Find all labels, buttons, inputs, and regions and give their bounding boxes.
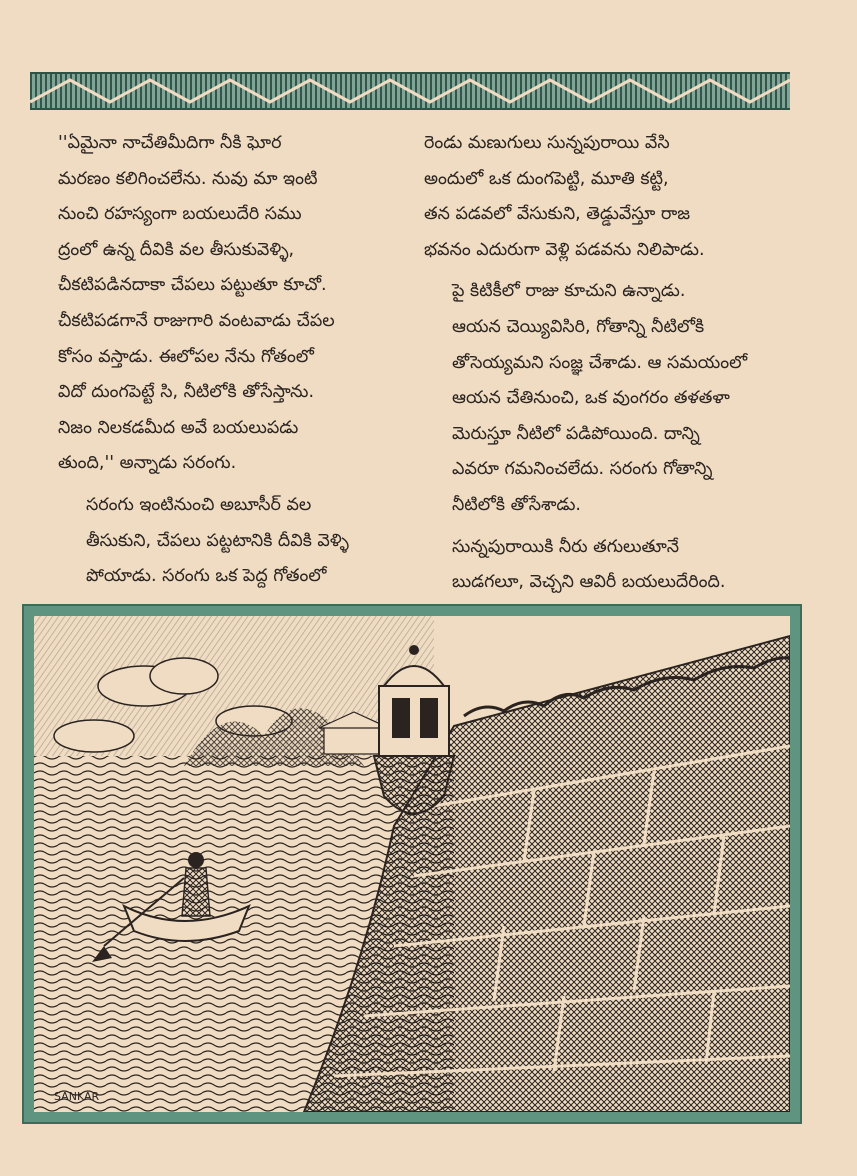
paragraph (424, 274, 796, 523)
left-text-column (58, 126, 430, 595)
text-line: ఆయన చేతినుంచి, ఒక వుంగరం తళతళా (452, 388, 730, 409)
text-line: మరణం కలిగించలేను. నువు మా ఇంటి (58, 168, 318, 189)
text-line: ''ఏమైనా నాచేతిమీదిగా నీకి ఘోర (58, 133, 282, 153)
text-line: ఆయన చెయ్యివిసిరి, గోతాన్ని నీటిలోకి (452, 316, 705, 337)
text-line: భవనం ఎదురుగా వెళ్లి పడవను నిలిపాడు. (424, 239, 705, 260)
text-line: మెరుస్తూ నీటిలో పడిపోయింది. దాన్ని (452, 423, 700, 444)
text-line: సున్నపురాయికి నీరు తగులుతూనే (452, 536, 680, 557)
text-line: సరంగు ఇంటినుంచి అబూసీర్ వల (86, 494, 312, 515)
text-line: తన పడవలో వేసుకుని, తెడ్డువేస్తూ రాజ (424, 204, 691, 225)
text-line: కోసం వస్తాడు. ఈలోపల నేను గోతంలో (58, 346, 314, 367)
text-line: నిజం నిలకడమీద అవే బయలుపడు (58, 417, 299, 438)
zigzag-ornament-icon (30, 74, 790, 108)
palace-wall-boat-illustration (34, 616, 790, 1112)
text-line: ద్రంలో ఉన్న దీవికి వల తీసుకువెళ్ళి, (58, 239, 295, 260)
text-line: చీకటిపడినదాకా చేపలు పట్టుతూ కూచో. (58, 275, 327, 296)
text-line: నుంచి రహస్యంగా బయలుదేరి సము (58, 204, 302, 225)
paragraph (58, 126, 430, 482)
paragraph (424, 530, 796, 601)
decorative-header-band (30, 72, 790, 110)
text-line: పై కిటికీలో రాజు కూచుని ఉన్నాడు. (452, 281, 686, 302)
illustration-frame (22, 604, 802, 1124)
text-line: బుడగలూ, వెచ్చని ఆవిరీ బయలుదేరింది. (452, 572, 726, 593)
paragraph (424, 126, 796, 268)
text-line: తీసుకుని, చేపలు పట్టటానికి దీవికి వెళ్ళి (86, 530, 350, 551)
text-line: చీకటిపడగానే రాజుగారి వంటవాడు చేపల (58, 310, 335, 331)
paragraph (58, 488, 430, 595)
text-line: తోసెయ్యమని సంజ్ఞ చేశాడు. ఆ సమయంలో (452, 352, 748, 373)
artist-signature: SANKAR (54, 1090, 100, 1103)
text-line: పోయాడు. సరంగు ఒక పెద్ద గోతంలో (86, 566, 327, 587)
text-line: విదో దుంగపెట్టే సి, నీటిలోకి తోసేస్తాను. (58, 382, 315, 403)
text-line: నీటిలోకి తోసేశాడు. (452, 494, 581, 515)
right-text-column (424, 126, 796, 601)
text-line: అందులో ఒక దుంగపెట్టి, మూతి కట్టి, (424, 168, 669, 189)
text-line: ఎవరూ గమనించలేదు. సరంగు గోతాన్ని (452, 459, 713, 480)
text-line: తుంది,'' అన్నాడు సరంగు. (58, 453, 237, 474)
text-line: రెండు మణుగులు సున్నపురాయి వేసి (424, 133, 670, 153)
